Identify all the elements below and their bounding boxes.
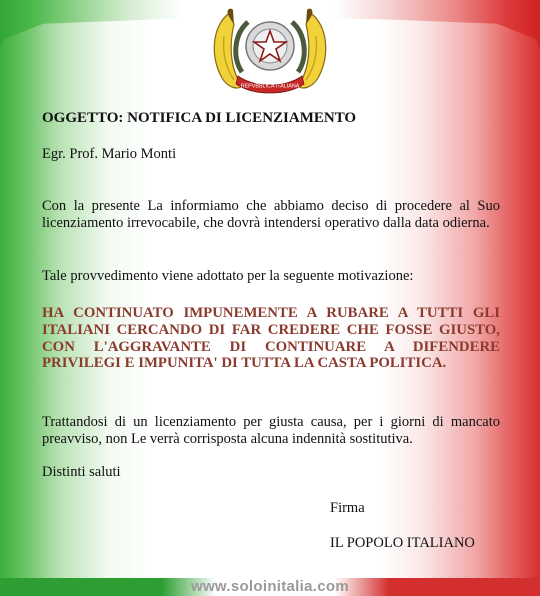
letter-motivation: HA CONTINUATO IMPUNEMENTE A RUBARE A TUTTI GLI ITALIANI CERCANDO DI FAR CREDERE CHE FOSSE GIUSTO, CON L'AGGRAVANTE DI CONTINUARE A DIFENDERE PRIVILEGI E IMPUNITA' DI TUTTA LA CASTA POLITICA.	[42, 305, 500, 372]
footer-website: www.soloinitalia.com	[191, 578, 349, 595]
letter-paragraph-1: Con la presente La informiamo che abbiamo deciso di procedere al Suo licenziamento irrevocabile, che dovrà intendersi operativo dalla data odierna.	[42, 198, 500, 231]
letter-subject: OGGETTO: NOTIFICA DI LICENZIAMENTO	[42, 110, 357, 126]
letter-sheet	[0, 18, 540, 588]
signature-label: Firma	[330, 500, 365, 516]
emblem-icon	[198, 6, 342, 98]
letter-paragraph-2: Tale provvedimento viene adottato per la seguente motivazione:	[42, 268, 414, 284]
letter-closing: Distinti saluti	[42, 464, 121, 480]
ribbon-text: REPVBBLICA ITALIANA	[240, 83, 300, 90]
letter-paragraph-3: Trattandosi di un licenziamento per giusta causa, per i giorni di mancato preavviso, non Le verrà corrisposta alcuna indennità sostitutiva.	[42, 414, 500, 447]
signature-name: IL POPOLO ITALIANO	[330, 535, 475, 551]
letter-greeting: Egr. Prof. Mario Monti	[42, 146, 177, 162]
